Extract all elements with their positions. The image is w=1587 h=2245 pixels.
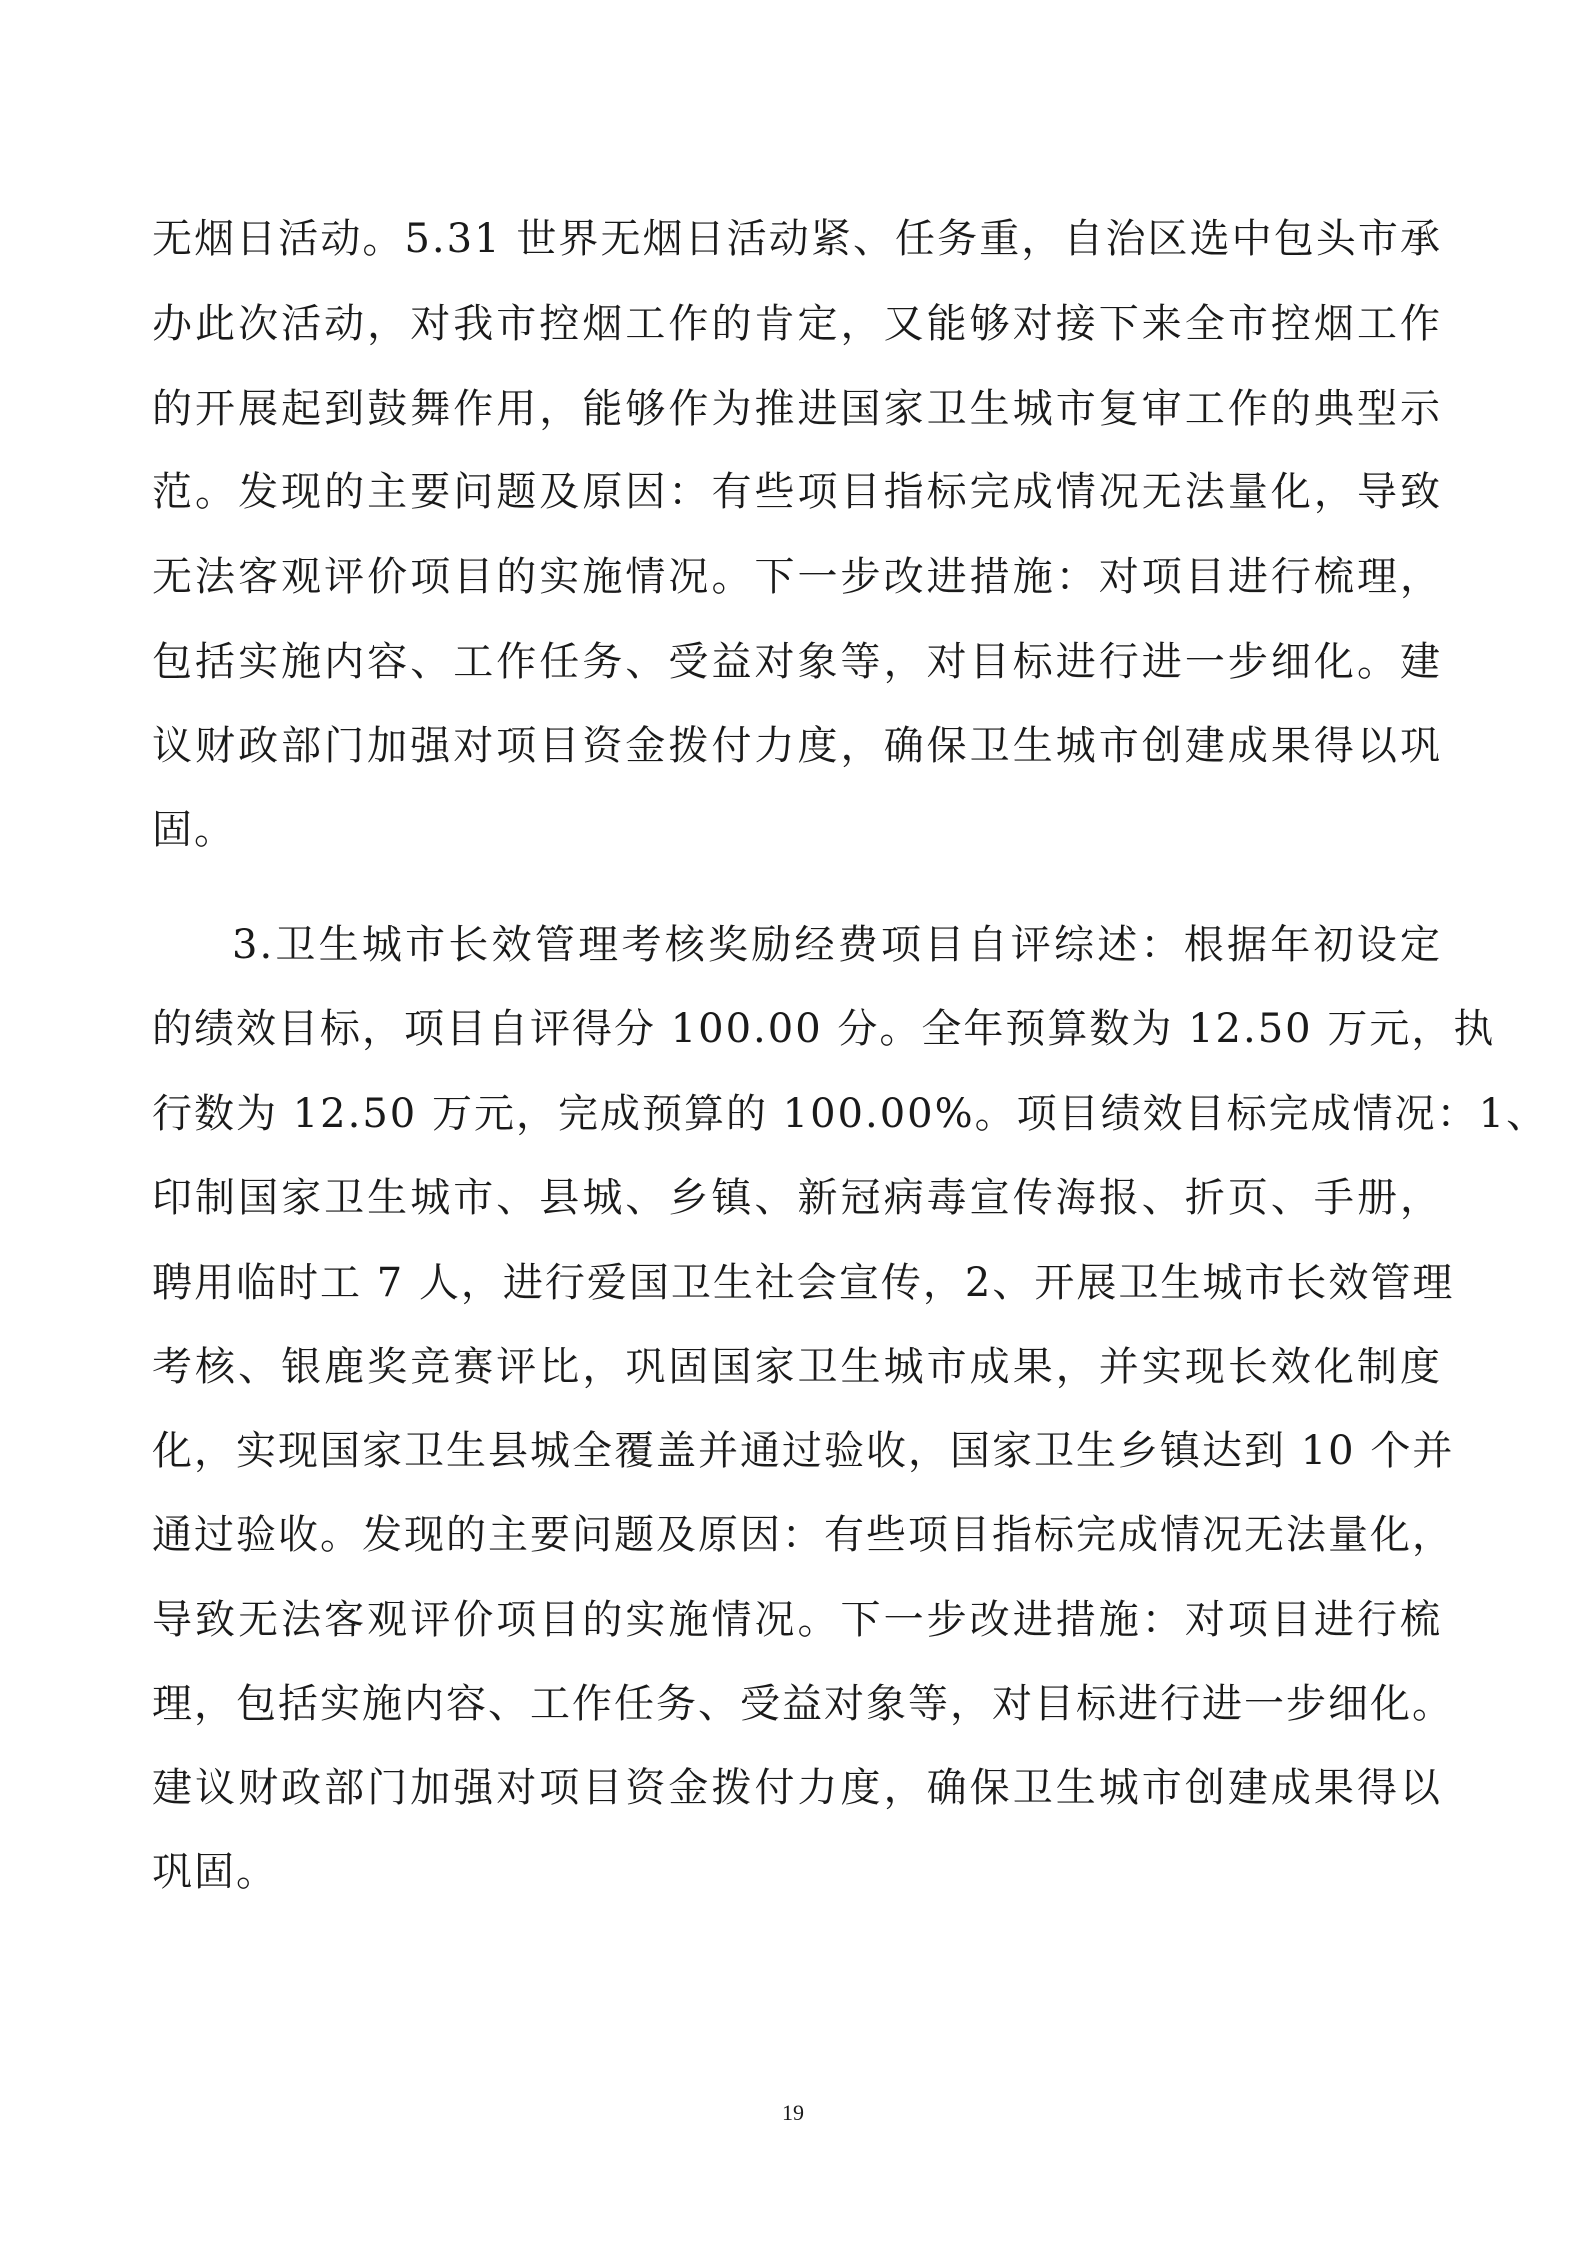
text-line: 印制国家卫生城市、县城、乡镇、新冠病毒宣传海报、折页、手册， <box>152 1175 1442 1221</box>
text-line: 的开展起到鼓舞作用，能够作为推进国家卫生城市复审工作的典型示 <box>152 386 1442 432</box>
text-line: 建议财政部门加强对项目资金拨付力度，确保卫生城市创建成果得以 <box>152 1765 1442 1811</box>
text-line: 导致无法客观评价项目的实施情况。下一步改进措施：对项目进行梳 <box>152 1597 1442 1643</box>
text-line: 范。发现的主要问题及原因：有些项目指标完成情况无法量化，导致 <box>152 469 1442 515</box>
text-line: 3.卫生城市长效管理考核奖励经费项目自评综述：根据年初设定 <box>232 922 1442 968</box>
text-line: 议财政部门加强对项目资金拨付力度，确保卫生城市创建成果得以巩 <box>152 723 1442 769</box>
text-line: 办此次活动，对我市控烟工作的肯定，又能够对接下来全市控烟工作 <box>152 301 1442 347</box>
text-line: 行数为 12.50 万元，完成预算的 100.00%。项目绩效目标完成情况：1、 <box>152 1091 1549 1137</box>
text-line: 的绩效目标，项目自评得分 100.00 分。全年预算数为 12.50 万元，执 <box>152 1006 1496 1052</box>
text-line: 理，包括实施内容、工作任务、受益对象等，对目标进行进一步细化。 <box>152 1681 1454 1727</box>
text-line: 考核、银鹿奖竞赛评比，巩固国家卫生城市成果，并实现长效化制度 <box>152 1344 1442 1390</box>
text-line: 化，实现国家卫生县城全覆盖并通过验收，国家卫生乡镇达到 10 个并 <box>152 1428 1455 1474</box>
page-number: 19 <box>782 2100 804 2125</box>
text-line: 固。 <box>152 807 236 853</box>
text-line: 通过验收。发现的主要问题及原因：有些项目指标完成情况无法量化， <box>152 1512 1454 1558</box>
text-line: 巩固。 <box>152 1849 278 1895</box>
text-line: 聘用临时工 7 人，进行爱国卫生社会宣传，2、开展卫生城市长效管理 <box>152 1260 1455 1306</box>
text-line: 无法客观评价项目的实施情况。下一步改进措施：对项目进行梳理， <box>152 554 1442 600</box>
text-line: 包括实施内容、工作任务、受益对象等，对目标进行进一步细化。建 <box>152 639 1442 685</box>
text-line: 无烟日活动。5.31 世界无烟日活动紧、任务重，自治区选中包头市承 <box>152 216 1442 262</box>
